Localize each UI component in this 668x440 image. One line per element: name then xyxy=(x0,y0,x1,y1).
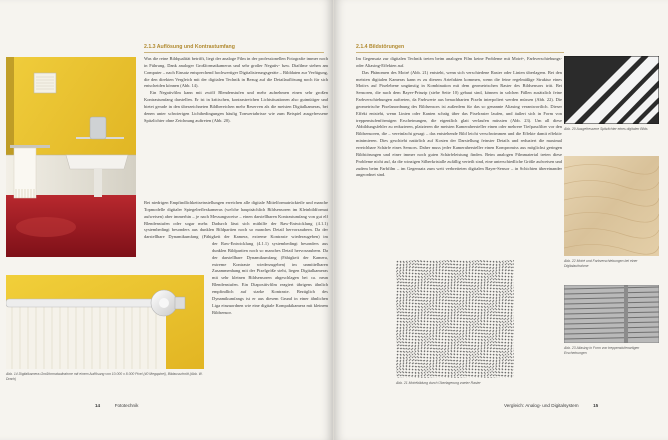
highlights-photo xyxy=(564,56,659,124)
bathroom-photo xyxy=(6,57,136,257)
footer-title: Vergleich: Analog- und Digitalsystem xyxy=(504,403,579,408)
figure-caption: Abb. 22 Moiré und Farbverschiebungen bei einer Digitalaufnahme xyxy=(564,259,638,268)
page-number: 14 xyxy=(95,403,101,408)
moire-figure xyxy=(396,260,514,378)
body-text-wrap-b xyxy=(212,241,328,371)
aliasing-photo xyxy=(564,285,659,343)
page-number: 15 xyxy=(593,403,599,408)
body-paragraph: Bei niedrigen Empfindlichkeitseinstellungen erreichen alle digitale Mittelformatrückteile und manche Topmodelle digitaler Spiegelreflexkameras (welche hauptsächlich Bildsensoren im Kleinbildformat aufweisen) aber immerhin – je nach Messungsweise – einen darstellbaren Kontrastumfang von gut elf Blendenstufen oder sogar mehr. Dadurch lässt sich mithilfe der Raw-Entwicklung (4.1.1) systembedingt besonders aus dunklen Bildpartien noch so manches Detail hervorzaubern. Da der darstellbare Dynamikumfang (Fähigkeit der Kamera, extreme Kontraste wiederzugeben) im xyxy=(144,200,328,240)
heading-rule xyxy=(144,52,324,53)
body-paragraph: der Raw-Entwicklung (4.1.1) systembedingt besonders aus dunklen Bildpartien noch so manches Detail hervorzaubern. Da der darstellbare Dynamikumfang (Fähigkeit der Kamera, extreme Kontraste wiederzugeben) im unmittelbaren Zusammenhang mit der Pixelgröße steht, liegen Digitalkameras mit sehr kleinen Bildsensoren abgeschlagen bei ca. neun Blendenstufen. Ein Diapositivfilm reagiert übrigens ähnlich empfindlich auf starke Kontraste. Bezüglich des Dynamikumfangs ist er aus diesem Grund in einer ähnlichen Liga einzuordnen wie eine digitale Kompaktkamera mit kleinem Bildsensor. xyxy=(212,241,328,315)
body-text xyxy=(356,56,562,242)
page-footer xyxy=(95,403,138,408)
heading-rule xyxy=(356,52,564,53)
footer-title: Fototechnik xyxy=(114,403,139,408)
highlights-illustration xyxy=(564,56,659,124)
moire-illustration xyxy=(396,260,514,378)
page-footer xyxy=(504,403,598,408)
body-paragraph: Das Phänomen des Moiré (Abb. 21) entsteht, wenn sich verschiedene Raster oder Linien überlagern. Bei den meisten digitalen Kameras kann es zu diesem Artefakten kommen, wenn die feine regelmäßige Struktur eines Motivs auf Pixelebene ungünstig in Kombination mit dem geometrischen Raster des Bildsensors tritt. Bei Sensoren, die nach dem Bayer-Prinzip (siehe Seite 10) gebaut sind, können in solchen Fällen zusätzlich feine Farbverschiebungen auftreten, da Farbwerte aus benachbarten Pixeln interpoliert werden müssen (Abb. 22). Die geometrische Pixelanordnung des Bildsensors ist außerdem für das so genannte Aliasing verantwortlich. Dieser Effekt entsteht, wenn Linien oder Kanten schräg über das Pixelraster laufen, und äußert sich in Form von treppenstufenförmigen Erscheinungen, die eigentlich glatt verlaufen müssten (Abb. 23). Um all diese Abbildungsfehler zu reduzieren, platzieren die meisten Kamerahersteller einen oder mehrere Tiefpassfilter vor den Bildsensoren, die – vereinfacht gesagt – das entstehende Bild leicht verschwimmen und die Effekte damit effektiv minimieren. Dies geschieht natürlich auf Kosten der Darstellung feinster Details und reduziert die maximal erreichbare Schärfe eines Sensors. Daher muss jeder Kamerahersteller einen Kompromiss aus möglichst geringen Bildstörungen und einer immer noch guten Schärfeleistung finden. Beim analogen Filmmaterial treten diese Probleme nicht auf, da die winzigen Silberkristalle zufällig verteilt sind, eine unterschiedliche Größe aufweisen und zudem beim Farbfilm – im Gegensatz zum weit verbreiteten digitalen Bayer-Sensor – in Schichten übereinander angeordnet sind. xyxy=(356,69,562,178)
figure-caption: Abb. 20 Ausgefressene Spitzlichter eines digitalen Bilds xyxy=(564,127,648,131)
aliasing-illustration xyxy=(564,285,659,343)
body-paragraph: Im Gegensatz zur digitalen Technik treten beim analogen Film keine Probleme mit Moiré-, Farbverschiebungs- oder Aliasing-Effekten auf. xyxy=(356,56,562,68)
right-page xyxy=(334,0,668,440)
body-paragraph: Was die reine Bildqualität betrifft, liegt der analoge Film in der professionellen Fotografie immer noch in Führung. Dank analoger Großformatkameras und sehr großer Negativ- bzw. Diafilme stehen am Computer – nach Einsatz entsprechend hochwertiger Digitalisierungsgeräte – Bilddaten zur Verfügung, die den direkten Vergleich mit der digitalen Technik in Bezug auf die Detailauflösung noch für sich entscheiden können (Abb. 14). xyxy=(144,56,328,89)
figure-caption: Abb. 14 Digitalkamera-Großformataufnahme mit einem Auflösung von 10.000 x 8.000 Pixel (40 Megapixel), Bildausschnitt (Abb. W. Drach) xyxy=(6,372,203,381)
body-text xyxy=(144,56,328,200)
section-heading: 2.1.4 Bildstörungen xyxy=(356,44,405,50)
towel-rail-illustration xyxy=(6,275,204,369)
body-text-wrap-a xyxy=(144,200,328,241)
section-heading: 2.1.3 Auflösung und Kontrastumfang xyxy=(144,44,235,50)
figure-caption: Abb. 23 Aliasing in Form von treppenstufenartigen Erscheinungen xyxy=(564,346,640,355)
body-paragraph: Ein Negativfilm kann mit zwölf Blendenstufen und mehr aufnehmen einen sehr großen Kontrastumfang darstellen. Er ist in kritischen, kontrastreichen Lichtsituationen also gutmütiger und bietet gerade in den überzeichneten Bildbereichen mehr Reserven als die meisten Digitalkameras, bei denen unter schwierigen Lichtbedingungen häufig Tonwertabrisse wie zum Beispiel ausgefressene Spitzlichter ohne Zeichnung auftreten (Abb. 20). xyxy=(144,90,328,123)
bathroom-illustration xyxy=(6,57,136,257)
moire-color-photo xyxy=(564,156,659,256)
moire-color-illustration xyxy=(564,156,659,256)
left-page xyxy=(0,0,333,440)
towel-rail-photo xyxy=(6,275,204,369)
figure-caption: Abb. 21 Moirébildung durch Überlagerung zweier Raster xyxy=(396,381,481,385)
